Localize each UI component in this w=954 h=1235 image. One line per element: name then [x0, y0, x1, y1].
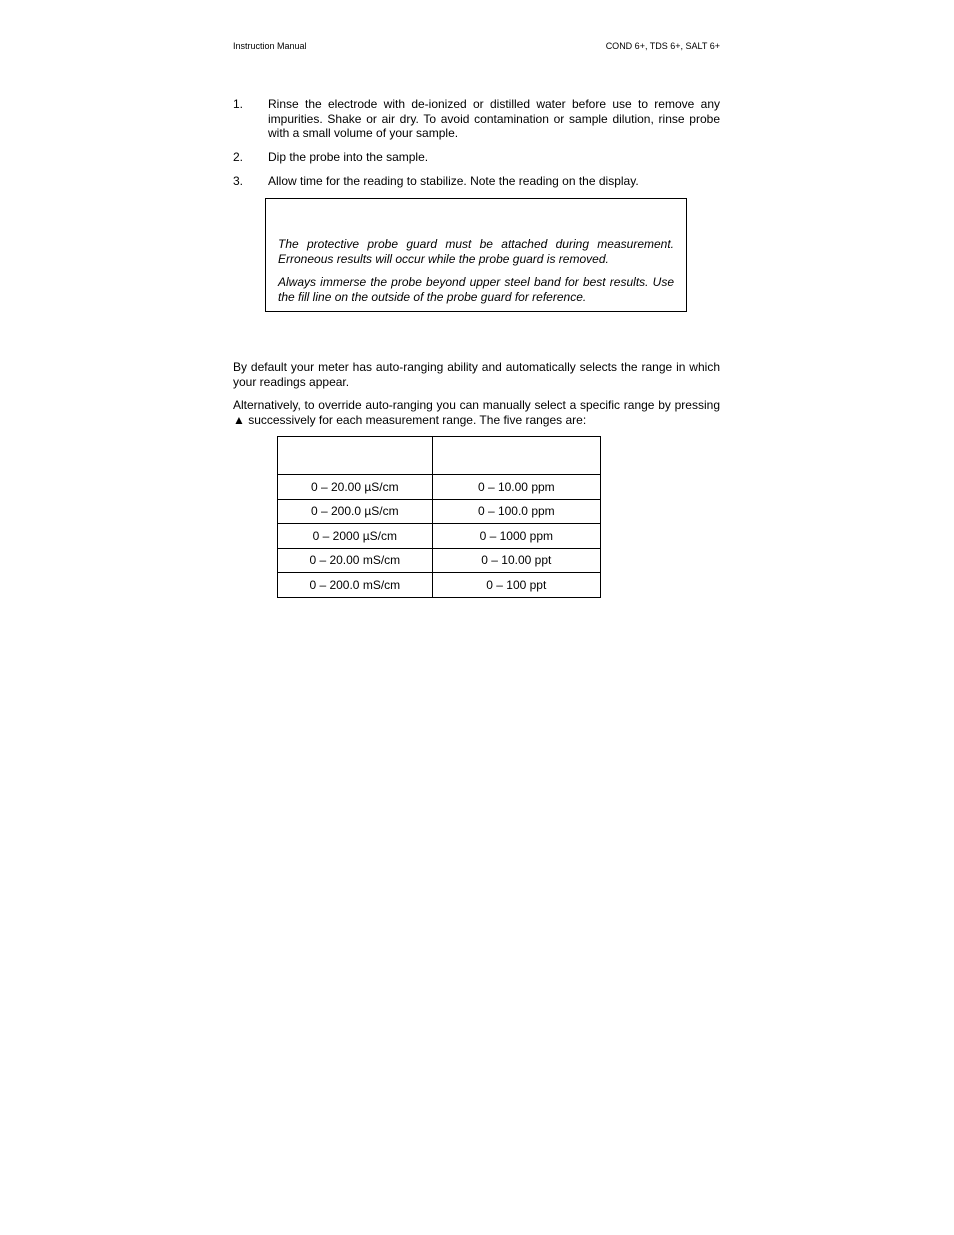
- step-item: [233, 174, 720, 189]
- note-paragraph-immersion: Always immerse the probe beyond upper steel band for best results. Use the fill line on the outside of the probe guard for reference.: [278, 275, 674, 304]
- table-header-cell: [278, 437, 433, 475]
- paragraph-manual-ranging: Alternatively, to override auto-ranging you can manually select a specific range by pressing ▲ successively for each measurement range. The five ranges are:: [233, 398, 720, 427]
- table-row: [278, 524, 601, 549]
- step-text: Allow time for the reading to stabilize. Note the reading on the display.: [268, 174, 639, 188]
- step-text: Dip the probe into the sample.: [268, 150, 429, 164]
- step-item: [233, 97, 720, 141]
- note-paragraph-probe-guard: The protective probe guard must be attached during measurement. Erroneous results will occur while the probe guard is removed.: [278, 237, 674, 266]
- step-number: 1.: [233, 97, 244, 111]
- ranges-table: [277, 436, 601, 598]
- table-row: [278, 548, 601, 573]
- table-cell-conductivity: 0 – 200.0 mS/cm: [278, 573, 433, 598]
- table-cell-tds: 0 – 10.00 ppm: [432, 475, 600, 500]
- note-box: [265, 198, 687, 312]
- step-number: 3.: [233, 174, 244, 188]
- table-cell-conductivity: 0 – 200.0 µS/cm: [278, 499, 433, 524]
- step-text: Rinse the electrode with de-ionized or distilled water before use to remove any impurities. Shake or air dry. To avoid contamination or sample dilution, rinse probe with a small volume of your sample.: [268, 97, 720, 140]
- table-cell-conductivity: 0 – 20.00 µS/cm: [278, 475, 433, 500]
- header-model-names: COND 6+, TDS 6+, SALT 6+: [605, 41, 720, 51]
- step-number: 2.: [233, 150, 244, 164]
- table-cell-conductivity: 0 – 2000 µS/cm: [278, 524, 433, 549]
- table-row: [278, 499, 601, 524]
- table-cell-tds: 0 – 100.0 ppm: [432, 499, 600, 524]
- table-cell-conductivity: 0 – 20.00 mS/cm: [278, 548, 433, 573]
- table-cell-tds: 0 – 100 ppt: [432, 573, 600, 598]
- header-title: Instruction Manual: [233, 41, 307, 51]
- table-row: [278, 573, 601, 598]
- table-header-row: [278, 437, 601, 475]
- table-cell-tds: 0 – 10.00 ppt: [432, 548, 600, 573]
- table-row: [278, 475, 601, 500]
- step-item: [233, 150, 720, 165]
- procedure-steps: [233, 97, 720, 198]
- table-cell-tds: 0 – 1000 ppm: [432, 524, 600, 549]
- table-header-cell: [432, 437, 600, 475]
- paragraph-auto-ranging: By default your meter has auto-ranging ability and automatically selects the range in which your readings appear.: [233, 360, 720, 389]
